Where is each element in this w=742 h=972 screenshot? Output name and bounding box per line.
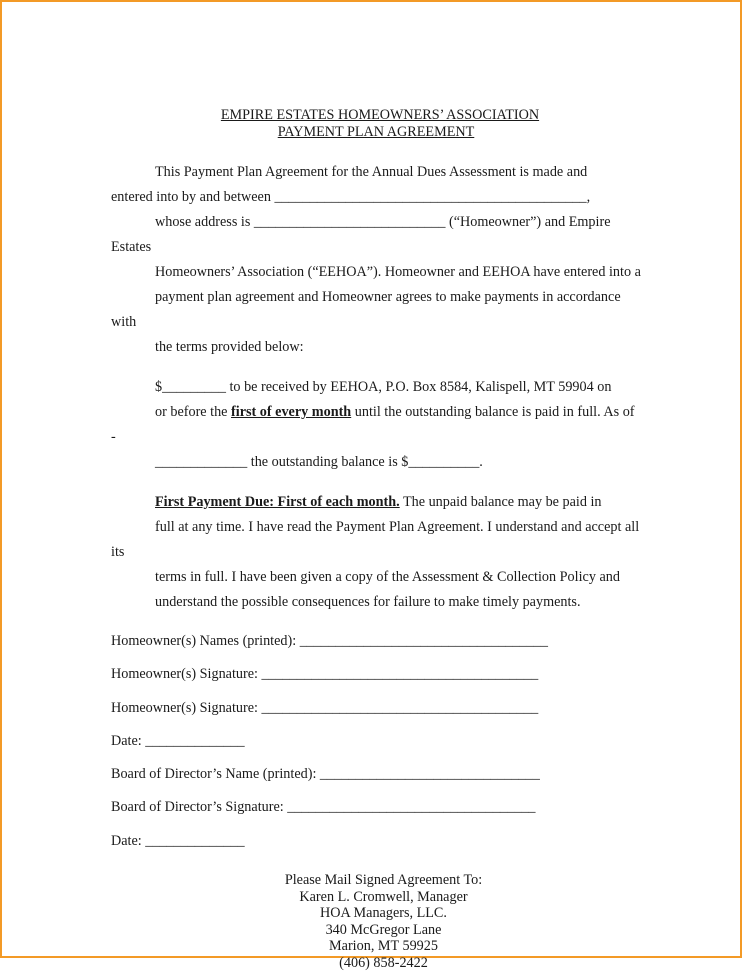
manager-name: Karen L. Cromwell, Manager <box>299 888 468 905</box>
mail-heading: Please Mail Signed Agreement To: <box>284 872 483 889</box>
payment-terms-paragraph <box>111 375 641 475</box>
board-name-field[interactable]: Board of Director’s Name (printed): _______________________________ <box>111 766 540 783</box>
street-address: 340 McGregor Lane <box>325 921 442 938</box>
due-date-emphasis: first of every month <box>231 404 352 420</box>
board-signature-field[interactable]: Board of Director’s Signature: ___________________________________ <box>111 799 536 816</box>
document-body <box>111 107 641 972</box>
homeowner-signature-field[interactable]: Homeowner(s) Signature: _______________________________________ <box>111 666 539 683</box>
paragraph-line: terms in full. I have been given a copy of the Assessment & Collection Policy and <box>155 569 620 585</box>
paragraph-line: understand the possible consequences for failure to make timely payments. <box>155 594 581 610</box>
city-state-zip: Marion, MT 59925 <box>329 938 438 955</box>
homeowner-names-field[interactable]: Homeowner(s) Names (printed): ___________________________________ <box>111 633 548 649</box>
intro-paragraph <box>111 160 641 360</box>
paragraph-line: payment plan agreement and Homeowner agrees to make payments in accordance with <box>111 289 621 330</box>
paragraph-line: Homeowners’ Association (“EEHOA”). Homeowner and EEHOA have entered into a <box>155 264 641 280</box>
acknowledgement-paragraph <box>111 490 641 615</box>
paragraph-line: This Payment Plan Agreement for the Annual Dues Assessment is made and <box>155 164 588 180</box>
paragraph-line: full at any time. I have read the Payment Plan Agreement. I understand and accept all its <box>111 519 640 560</box>
homeowner-signature-field-2[interactable]: Homeowner(s) Signature: _______________________________________ <box>111 699 539 716</box>
text-run: until the outstanding balance is paid in full. As of - <box>111 404 635 445</box>
paragraph-line: the terms provided below: <box>155 339 304 355</box>
phone-number: (406) 858-2422 <box>339 955 428 972</box>
mailing-address <box>126 872 641 972</box>
text-run: or before the <box>155 404 232 420</box>
agreement-title: PAYMENT PLAN AGREEMENT <box>277 124 475 140</box>
first-payment-heading: First Payment Due: First of each month. <box>155 494 400 510</box>
board-date-field[interactable]: Date: ______________ <box>111 832 245 849</box>
paragraph-line <box>111 400 641 450</box>
paragraph-line: entered into by and between ____________________________________________, <box>111 189 591 205</box>
paragraph-line: _____________ the outstanding balance is $__________. <box>155 454 483 470</box>
company-name: HOA Managers, LLC. <box>320 905 447 922</box>
paragraph-line: whose address is ___________________________ (“Homeowner”) and Empire Estates <box>111 214 611 255</box>
paragraph-line: $_________ to be received by EEHOA, P.O. Box 8584, Kalispell, MT 59904 on <box>155 379 612 395</box>
homeowner-date-field[interactable]: Date: ______________ <box>111 732 245 749</box>
association-title: EMPIRE ESTATES HOMEOWNERS’ ASSOCIATION <box>220 107 540 123</box>
text-run: The unpaid balance may be paid in <box>399 494 602 510</box>
paragraph-line <box>111 490 641 515</box>
signature-fields <box>111 629 641 862</box>
